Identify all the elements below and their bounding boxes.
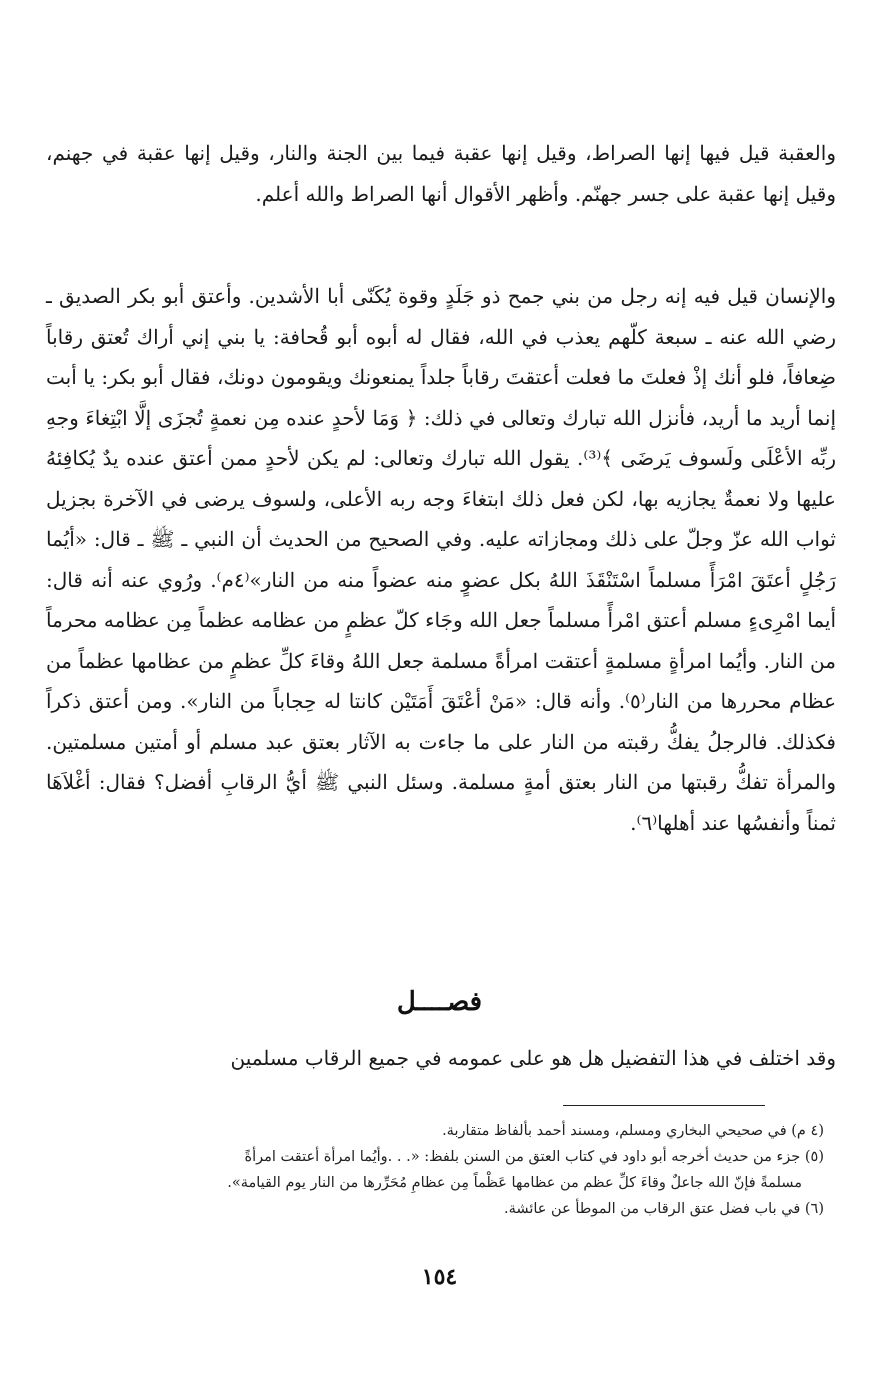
footnote-6: (٦) في باب فضل عتق الرقاب من الموطأ عن عائشة. xyxy=(504,1201,824,1217)
paragraph-tafdil xyxy=(46,1038,836,1079)
footnote-5: (٥) جزء من حديث أخرجه أبو داود في كتاب العتق من السنن بلفظ: «. . .وأيُما امرأة أعتقت امرأةً xyxy=(244,1149,824,1165)
footnote-divider xyxy=(563,1105,765,1106)
paragraph-aqaba xyxy=(46,133,836,214)
paragraph-insan-and-manumission xyxy=(46,276,836,843)
footnote-4: (٤ م) في صحيحي البخاري ومسلم، ومسند أحمد بألفاظ متقاربة. xyxy=(442,1123,824,1139)
paragraph-text: وقد اختلف في هذا التفضيل هل هو على عمومه في جميع الرقاب مسلمين xyxy=(230,1046,836,1070)
footnotes xyxy=(60,1118,824,1222)
section-heading: فصــــل xyxy=(396,987,483,1017)
paragraph-text: والإنسان قيل فيه إنه رجل من بني جمح ذو جَلَدٍ وقوة يُكَنّى أبا الأشدين. وأعتق أبو بكر الصديق ـ رضي الله عنه ـ سبعة كلّهم يعذب في الله، فقال له أبوه أبو قُحافة: يا بني إني أراك تُعتق رقاباً ضِعافاً، فلو أنك إذْ فعلتَ ما فعلت أعتقتَ رقاباً جلداً يمنعونك ويقومون دونك، فقال أبو بكر: يا أبت إنما أريد ما أريد، فأنزل الله تبارك وتعالى في ذلك: ﴿ وَمَا لأحدٍ عنده مِن نعمةٍ تُجزَى إلَّا ابْتِغاءَ وجهِ ربِّه الأعْلَى ولَسوف يَرضَى ﴾⁽³⁾. يقول الله تبارك وتعالى: لم يكن لأحدٍ ممن أعتق عنده يدٌ يُكافِئهُ عليها ولا نعمةٌ يجازيه بها، لكن فعل ذلك ابتغاءَ وجه ربه الأعلى، ولسوف يرضى في الآخرة بجزيل ثواب الله عزّ وجلّ على ذلك ومجازاته عليه. وفي الصحيح من الحديث أن النبي ـ ﷺ ـ قال: «أيُما رَجُلٍ أعتَقَ امْرَأً مسلماً اسْتَنْقَذَ اللهُ بكل عضوٍ منه عضواً منه من النار»⁽٤م⁾. ورُوي عنه أنه قال: أيما امْرِىءٍ مسلم أعتق امْرأً مسلماً جعل الله وجَاء كلّ عظمٍ من عظامه عظماً مِن عظامه محرماً من النار. وأيُما امرأةٍ مسلمةٍ أعتقت امرأةً مسلمة جعل اللهُ وقاءَ كلِّ عظمٍ من عظامها عظماً من عظام محررها من النار⁽٥⁾. وأنه قال: «مَنْ أعْتَقَ أَمَتَيْن كانتا له حِجاباً من النار». ومن أعتق ذكراً فكذلك. فالرجلُ يفكُّ رقبته من النار على ما جاءت به الآثار بعتق عبد مسلم أو أمتين مسلمتين. والمرأة تفكُّ رقبتها من النار بعتق أمةٍ مسلمة. وسئل النبي ﷺ أيُّ الرقابِ أفضل؟ فقال: أغْلاَهَا ثمناً وأنفسُها عند أهلها⁽٦⁾. xyxy=(46,284,837,835)
footnote-5-continued: مسلمةً فإنّ الله جاعلٌ وقاءَ كلِّ عظم من عظامها عَظْماً مِن عظامِ مُحَرِّرها من النار يوم القيامة». xyxy=(227,1175,802,1191)
page-number: ١٥٤ xyxy=(421,1264,458,1290)
paragraph-text: والعقبة قيل فيها إنها الصراط، وقيل إنها عقبة فيما بين الجنة والنار، وقيل إنها عقبة في جهنم، وقيل إنها عقبة على جسر جهنّم. وأظهر الأقوال أنها الصراط والله أعلم. xyxy=(46,141,836,206)
